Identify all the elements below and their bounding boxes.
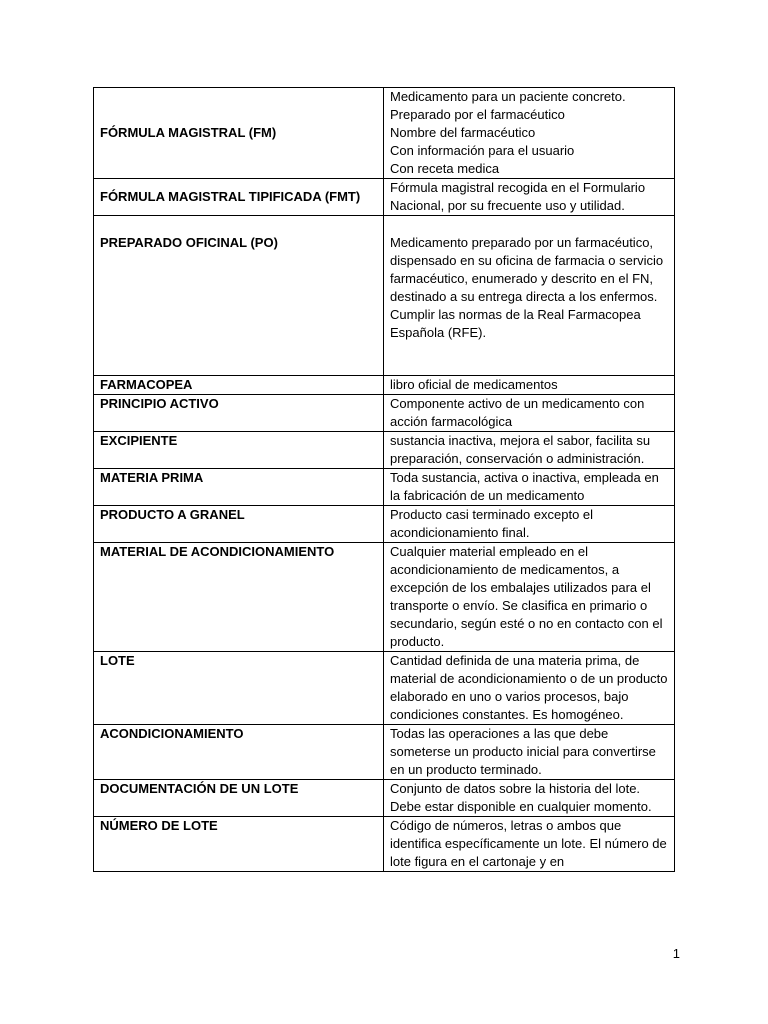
definition-cell: Toda sustancia, activa o inactiva, empleada en la fabricación de un medicamento <box>384 469 675 506</box>
table-row <box>94 432 675 469</box>
term-cell: FÓRMULA MAGISTRAL (FM) <box>94 88 384 179</box>
table-row <box>94 817 675 872</box>
term-cell: PRODUCTO A GRANEL <box>94 506 384 543</box>
definition-cell: Todas las operaciones a las que debe someterse un producto inicial para convertirse en un producto terminado. <box>384 725 675 780</box>
term-cell: NÚMERO DE LOTE <box>94 817 384 872</box>
table-row <box>94 725 675 780</box>
definitions-table <box>93 87 675 872</box>
term-cell: MATERIAL DE ACONDICIONAMIENTO <box>94 543 384 652</box>
term-cell: DOCUMENTACIÓN DE UN LOTE <box>94 780 384 817</box>
definition-cell: Código de números, letras o ambos que identifica específicamente un lote. El número de lote figura en el cartonaje y en <box>384 817 675 872</box>
term-cell: MATERIA PRIMA <box>94 469 384 506</box>
term-cell: FARMACOPEA <box>94 376 384 395</box>
definition-cell: libro oficial de medicamentos <box>384 376 675 395</box>
table-row <box>94 543 675 652</box>
term-cell: LOTE <box>94 652 384 725</box>
table-row <box>94 652 675 725</box>
table-row <box>94 216 675 376</box>
table-row <box>94 780 675 817</box>
term-cell: PREPARADO OFICINAL (PO) <box>94 216 384 376</box>
table-row <box>94 469 675 506</box>
definition-cell: Cualquier material empleado en el acondicionamiento de medicamentos, a excepción de los embalajes utilizados para el transporte o envío. Se clasifica en primario o secundario, según esté o no en contacto con el producto. <box>384 543 675 652</box>
definition-cell: Fórmula magistral recogida en el Formulario Nacional, por su frecuente uso y utilidad. <box>384 179 675 216</box>
table-row <box>94 88 675 179</box>
term-cell: FÓRMULA MAGISTRAL TIPIFICADA (FMT) <box>94 179 384 216</box>
definition-cell: Cantidad definida de una materia prima, de material de acondicionamiento o de un producto elaborado en uno o varios procesos, bajo condiciones constantes. Es homogéneo. <box>384 652 675 725</box>
table-row <box>94 376 675 395</box>
definition-cell: Componente activo de un medicamento con acción farmacológica <box>384 395 675 432</box>
table-row <box>94 395 675 432</box>
table-row <box>94 506 675 543</box>
page-number: 1 <box>672 946 680 961</box>
term-cell: PRINCIPIO ACTIVO <box>94 395 384 432</box>
definition-cell: Medicamento para un paciente concreto. Preparado por el farmacéutico Nombre del farmacéutico Con información para el usuario Con receta medica <box>384 88 675 179</box>
term-cell: EXCIPIENTE <box>94 432 384 469</box>
term-cell: ACONDICIONAMIENTO <box>94 725 384 780</box>
definition-cell: sustancia inactiva, mejora el sabor, facilita su preparación, conservación o administración. <box>384 432 675 469</box>
definition-cell: Producto casi terminado excepto el acondicionamiento final. <box>384 506 675 543</box>
table-row <box>94 179 675 216</box>
definition-cell: Conjunto de datos sobre la historia del lote. Debe estar disponible en cualquier momento. <box>384 780 675 817</box>
definition-cell: Medicamento preparado por un farmacéutico, dispensado en su oficina de farmacia o servicio farmacéutico, enumerado y descrito en el FN, destinado a su entrega directa a los enfermos. Cumplir las normas de la Real Farmacopea Española (RFE). <box>384 216 675 376</box>
